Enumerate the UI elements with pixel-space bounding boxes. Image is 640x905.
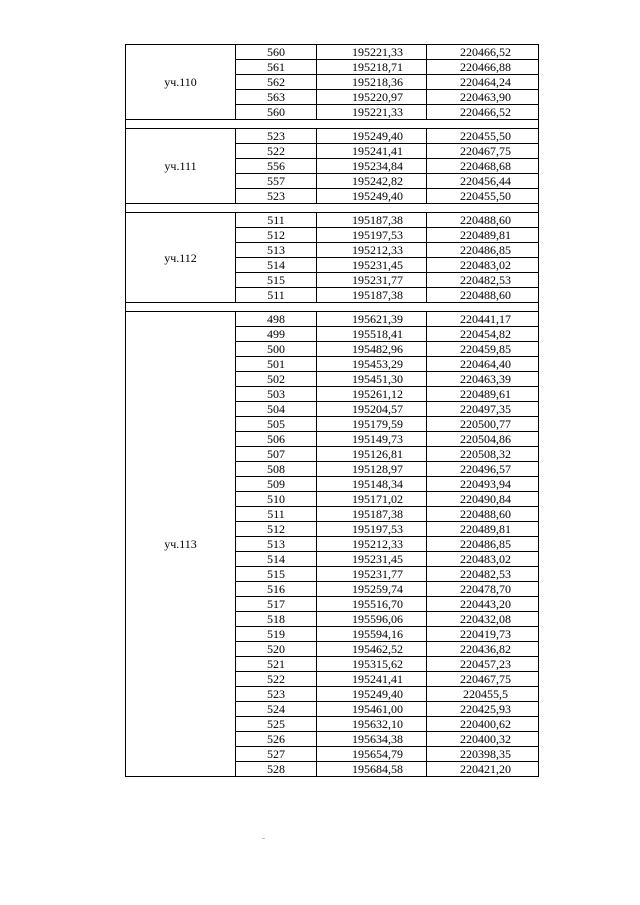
x-coordinate-cell: 195451,30 (317, 372, 427, 387)
y-coordinate-cell: 220425,93 (427, 702, 539, 717)
y-coordinate-cell: 220467,75 (427, 672, 539, 687)
y-coordinate-cell: 220456,44 (427, 174, 539, 189)
separator-cell (126, 303, 539, 312)
y-coordinate-cell: 220466,52 (427, 45, 539, 60)
x-coordinate-cell: 195259,74 (317, 582, 427, 597)
point-number-cell: 512 (236, 228, 317, 243)
x-coordinate-cell: 195149,73 (317, 432, 427, 447)
section-label: уч.112 (126, 213, 236, 303)
separator-cell (126, 204, 539, 213)
x-coordinate-cell: 195204,57 (317, 402, 427, 417)
y-coordinate-cell: 220488,60 (427, 288, 539, 303)
point-number-cell: 499 (236, 327, 317, 342)
point-number-cell: 515 (236, 273, 317, 288)
y-coordinate-cell: 220483,02 (427, 552, 539, 567)
y-coordinate-cell: 220482,53 (427, 567, 539, 582)
point-number-cell: 557 (236, 174, 317, 189)
y-coordinate-cell: 220504,86 (427, 432, 539, 447)
y-coordinate-cell: 220432,08 (427, 612, 539, 627)
y-coordinate-cell: 220488,60 (427, 213, 539, 228)
y-coordinate-cell: 220400,32 (427, 732, 539, 747)
x-coordinate-cell: 195462,52 (317, 642, 427, 657)
point-number-cell: 511 (236, 213, 317, 228)
point-number-cell: 556 (236, 159, 317, 174)
point-number-cell: 526 (236, 732, 317, 747)
x-coordinate-cell: 195242,82 (317, 174, 427, 189)
x-coordinate-cell: 195220,97 (317, 90, 427, 105)
point-number-cell: 561 (236, 60, 317, 75)
y-coordinate-cell: 220483,02 (427, 258, 539, 273)
x-coordinate-cell: 195221,33 (317, 105, 427, 120)
y-coordinate-cell: 220455,50 (427, 189, 539, 204)
y-coordinate-cell: 220463,90 (427, 90, 539, 105)
coordinates-table (125, 44, 539, 777)
y-coordinate-cell: 220489,81 (427, 228, 539, 243)
point-number-cell: 504 (236, 402, 317, 417)
x-coordinate-cell: 195148,34 (317, 477, 427, 492)
point-number-cell: 509 (236, 477, 317, 492)
y-coordinate-cell: 220490,84 (427, 492, 539, 507)
y-coordinate-cell: 220493,94 (427, 477, 539, 492)
section-separator (126, 120, 539, 129)
y-coordinate-cell: 220443,20 (427, 597, 539, 612)
point-number-cell: 527 (236, 747, 317, 762)
point-number-cell: 505 (236, 417, 317, 432)
x-coordinate-cell: 195197,53 (317, 228, 427, 243)
point-number-cell: 528 (236, 762, 317, 777)
point-number-cell: 514 (236, 258, 317, 273)
x-coordinate-cell: 195231,45 (317, 258, 427, 273)
point-number-cell: 510 (236, 492, 317, 507)
y-coordinate-cell: 220508,32 (427, 447, 539, 462)
point-number-cell: 508 (236, 462, 317, 477)
x-coordinate-cell: 195453,29 (317, 357, 427, 372)
separator-cell (126, 120, 539, 129)
point-number-cell: 523 (236, 129, 317, 144)
point-number-cell: 524 (236, 702, 317, 717)
y-coordinate-cell: 220486,85 (427, 537, 539, 552)
point-number-cell: 518 (236, 612, 317, 627)
point-number-cell: 517 (236, 597, 317, 612)
section-label: уч.110 (126, 45, 236, 120)
x-coordinate-cell: 195171,02 (317, 492, 427, 507)
point-number-cell: 523 (236, 189, 317, 204)
x-coordinate-cell: 195594,16 (317, 627, 427, 642)
x-coordinate-cell: 195249,40 (317, 687, 427, 702)
point-number-cell: 511 (236, 507, 317, 522)
y-coordinate-cell: 220421,20 (427, 762, 539, 777)
point-number-cell: 519 (236, 627, 317, 642)
y-coordinate-cell: 220436,82 (427, 642, 539, 657)
table-row (126, 129, 539, 144)
table-row (126, 312, 539, 327)
x-coordinate-cell: 195241,41 (317, 144, 427, 159)
point-number-cell: 498 (236, 312, 317, 327)
y-coordinate-cell: 220497,35 (427, 402, 539, 417)
point-number-cell: 501 (236, 357, 317, 372)
y-coordinate-cell: 220467,75 (427, 144, 539, 159)
point-number-cell: 520 (236, 642, 317, 657)
point-number-cell: 513 (236, 243, 317, 258)
point-number-cell: 515 (236, 567, 317, 582)
x-coordinate-cell: 195231,77 (317, 273, 427, 288)
x-coordinate-cell: 195241,41 (317, 672, 427, 687)
y-coordinate-cell: 220500,77 (427, 417, 539, 432)
point-number-cell: 560 (236, 105, 317, 120)
x-coordinate-cell: 195187,38 (317, 213, 427, 228)
y-coordinate-cell: 220489,81 (427, 522, 539, 537)
point-number-cell: 522 (236, 144, 317, 159)
x-coordinate-cell: 195482,96 (317, 342, 427, 357)
section-separator (126, 204, 539, 213)
y-coordinate-cell: 220419,73 (427, 627, 539, 642)
point-number-cell: 512 (236, 522, 317, 537)
y-coordinate-cell: 220466,52 (427, 105, 539, 120)
x-coordinate-cell: 195218,71 (317, 60, 427, 75)
x-coordinate-cell: 195684,58 (317, 762, 427, 777)
point-number-cell: 516 (236, 582, 317, 597)
x-coordinate-cell: 195234,84 (317, 159, 427, 174)
x-coordinate-cell: 195261,12 (317, 387, 427, 402)
x-coordinate-cell: 195179,59 (317, 417, 427, 432)
x-coordinate-cell: 195654,79 (317, 747, 427, 762)
y-coordinate-cell: 220488,60 (427, 507, 539, 522)
point-number-cell: 502 (236, 372, 317, 387)
x-coordinate-cell: 195187,38 (317, 288, 427, 303)
x-coordinate-cell: 195221,33 (317, 45, 427, 60)
x-coordinate-cell: 195187,38 (317, 507, 427, 522)
point-number-cell: 523 (236, 687, 317, 702)
y-coordinate-cell: 220463,39 (427, 372, 539, 387)
y-coordinate-cell: 220482,53 (427, 273, 539, 288)
x-coordinate-cell: 195231,45 (317, 552, 427, 567)
y-coordinate-cell: 220464,40 (427, 357, 539, 372)
point-number-cell: 562 (236, 75, 317, 90)
x-coordinate-cell: 195518,41 (317, 327, 427, 342)
x-coordinate-cell: 195212,33 (317, 537, 427, 552)
y-coordinate-cell: 220459,85 (427, 342, 539, 357)
x-coordinate-cell: 195596,06 (317, 612, 427, 627)
point-number-cell: 563 (236, 90, 317, 105)
section-label: уч.111 (126, 129, 236, 204)
y-coordinate-cell: 220466,88 (427, 60, 539, 75)
x-coordinate-cell: 195461,00 (317, 702, 427, 717)
page-mark (262, 838, 265, 839)
point-number-cell: 507 (236, 447, 317, 462)
x-coordinate-cell: 195197,53 (317, 522, 427, 537)
point-number-cell: 511 (236, 288, 317, 303)
x-coordinate-cell: 195516,70 (317, 597, 427, 612)
y-coordinate-cell: 220457,23 (427, 657, 539, 672)
y-coordinate-cell: 220478,70 (427, 582, 539, 597)
table-row (126, 213, 539, 228)
x-coordinate-cell: 195231,77 (317, 567, 427, 582)
y-coordinate-cell: 220489,61 (427, 387, 539, 402)
point-number-cell: 522 (236, 672, 317, 687)
x-coordinate-cell: 195632,10 (317, 717, 427, 732)
point-number-cell: 514 (236, 552, 317, 567)
y-coordinate-cell: 220441,17 (427, 312, 539, 327)
x-coordinate-cell: 195249,40 (317, 189, 427, 204)
y-coordinate-cell: 220454,82 (427, 327, 539, 342)
y-coordinate-cell: 220455,50 (427, 129, 539, 144)
x-coordinate-cell: 195126,81 (317, 447, 427, 462)
y-coordinate-cell: 220486,85 (427, 243, 539, 258)
y-coordinate-cell: 220455,5 (427, 687, 539, 702)
y-coordinate-cell: 220496,57 (427, 462, 539, 477)
point-number-cell: 525 (236, 717, 317, 732)
y-coordinate-cell: 220400,62 (427, 717, 539, 732)
y-coordinate-cell: 220464,24 (427, 75, 539, 90)
point-number-cell: 521 (236, 657, 317, 672)
y-coordinate-cell: 220468,68 (427, 159, 539, 174)
point-number-cell: 506 (236, 432, 317, 447)
x-coordinate-cell: 195634,38 (317, 732, 427, 747)
point-number-cell: 560 (236, 45, 317, 60)
section-label: уч.113 (126, 312, 236, 777)
point-number-cell: 500 (236, 342, 317, 357)
x-coordinate-cell: 195128,97 (317, 462, 427, 477)
x-coordinate-cell: 195621,39 (317, 312, 427, 327)
x-coordinate-cell: 195249,40 (317, 129, 427, 144)
section-separator (126, 303, 539, 312)
y-coordinate-cell: 220398,35 (427, 747, 539, 762)
point-number-cell: 513 (236, 537, 317, 552)
x-coordinate-cell: 195315,62 (317, 657, 427, 672)
x-coordinate-cell: 195212,33 (317, 243, 427, 258)
point-number-cell: 503 (236, 387, 317, 402)
table-row (126, 45, 539, 60)
x-coordinate-cell: 195218,36 (317, 75, 427, 90)
